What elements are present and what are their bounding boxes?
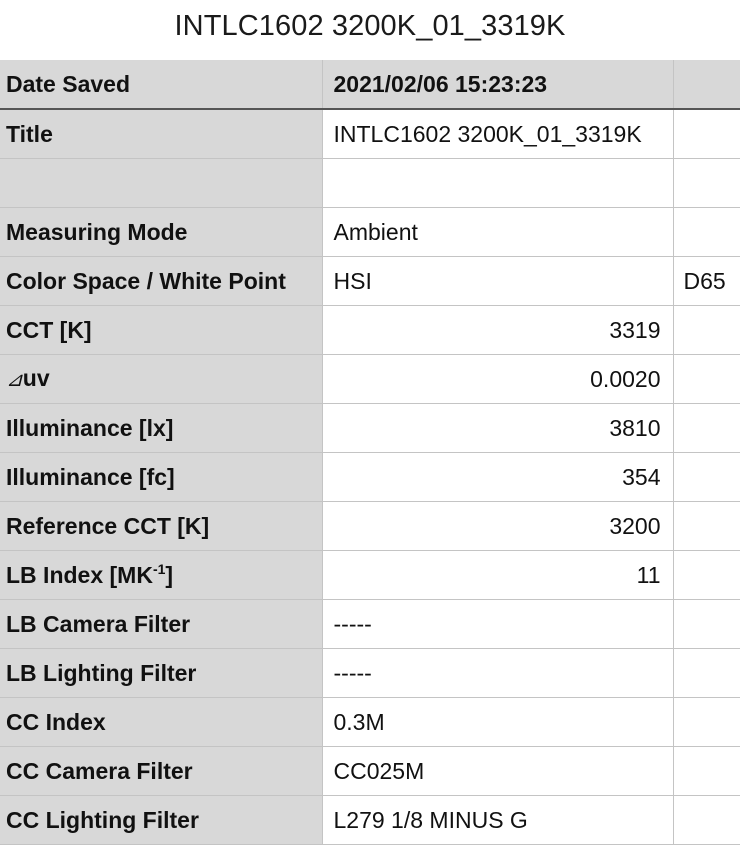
row-label [0, 550, 322, 599]
table-row-illuminance-fc [0, 452, 740, 501]
row-extra[interactable] [673, 207, 740, 256]
row-extra[interactable] [673, 452, 740, 501]
table-row-cc-index [0, 697, 740, 746]
row-extra[interactable] [673, 550, 740, 599]
row-label: CC Lighting Filter [0, 795, 322, 844]
row-value[interactable]: ----- [322, 599, 673, 648]
row-value[interactable]: 0.0020 [322, 354, 673, 403]
row-extra[interactable] [673, 746, 740, 795]
row-value[interactable]: L279 1/8 MINUS G [322, 795, 673, 844]
row-label-text: LB Index [MK [6, 561, 153, 588]
row-extra[interactable] [673, 60, 740, 109]
row-extra[interactable] [673, 501, 740, 550]
row-value[interactable]: 2021/02/06 15:23:23 [322, 60, 673, 109]
row-label: Date Saved [0, 60, 322, 109]
measurement-table [0, 60, 740, 845]
table-row-cc-camera-filter [0, 746, 740, 795]
table-row-measuring-mode [0, 207, 740, 256]
row-label: CC Camera Filter [0, 746, 322, 795]
row-value[interactable]: 3200 [322, 501, 673, 550]
row-value[interactable]: INTLC1602 3200K_01_3319K [322, 109, 673, 158]
table-row-cct [0, 305, 740, 354]
row-label-end: ] [165, 561, 174, 588]
row-label: CC Index [0, 697, 322, 746]
table-row-color-space [0, 256, 740, 305]
table-row-lb-camera-filter [0, 599, 740, 648]
row-extra[interactable] [673, 158, 740, 207]
row-value[interactable]: 3810 [322, 403, 673, 452]
row-value[interactable]: 0.3M [322, 697, 673, 746]
row-value[interactable]: 3319 [322, 305, 673, 354]
row-extra[interactable]: D65 [673, 256, 740, 305]
row-value[interactable]: Ambient [322, 207, 673, 256]
row-label: Title [0, 109, 322, 158]
row-value[interactable]: HSI [322, 256, 673, 305]
row-extra[interactable] [673, 697, 740, 746]
row-label: Illuminance [lx] [0, 403, 322, 452]
row-extra[interactable] [673, 403, 740, 452]
row-label-superscript: -1 [152, 560, 166, 577]
row-label: LB Lighting Filter [0, 648, 322, 697]
table-row-lb-lighting-filter [0, 648, 740, 697]
row-value[interactable]: 11 [322, 550, 673, 599]
row-value[interactable]: 354 [322, 452, 673, 501]
row-value[interactable] [322, 158, 673, 207]
row-label-text: uv [22, 364, 50, 391]
delta-symbol: ⊿ [6, 368, 23, 391]
row-label: Illuminance [fc] [0, 452, 322, 501]
row-label: CCT [K] [0, 305, 322, 354]
row-extra[interactable] [673, 795, 740, 844]
row-value[interactable]: CC025M [322, 746, 673, 795]
table-row-date-saved [0, 60, 740, 109]
row-label: Measuring Mode [0, 207, 322, 256]
table-row-empty [0, 158, 740, 207]
table-row-delta-uv [0, 354, 740, 403]
row-extra[interactable] [673, 354, 740, 403]
row-label: Color Space / White Point [0, 256, 322, 305]
row-extra[interactable] [673, 305, 740, 354]
row-label: Reference CCT [K] [0, 501, 322, 550]
page-title: INTLC1602 3200K_01_3319K [174, 10, 566, 42]
row-extra[interactable] [673, 599, 740, 648]
row-label [0, 354, 322, 403]
row-label: LB Camera Filter [0, 599, 322, 648]
table-row-illuminance-lx [0, 403, 740, 452]
table-row-title [0, 109, 740, 158]
row-value[interactable]: ----- [322, 648, 673, 697]
table-row-cc-lighting-filter [0, 795, 740, 844]
row-extra[interactable] [673, 648, 740, 697]
row-label [0, 158, 322, 207]
row-extra[interactable] [673, 109, 740, 158]
table-row-reference-cct [0, 501, 740, 550]
table-row-lb-index [0, 550, 740, 599]
